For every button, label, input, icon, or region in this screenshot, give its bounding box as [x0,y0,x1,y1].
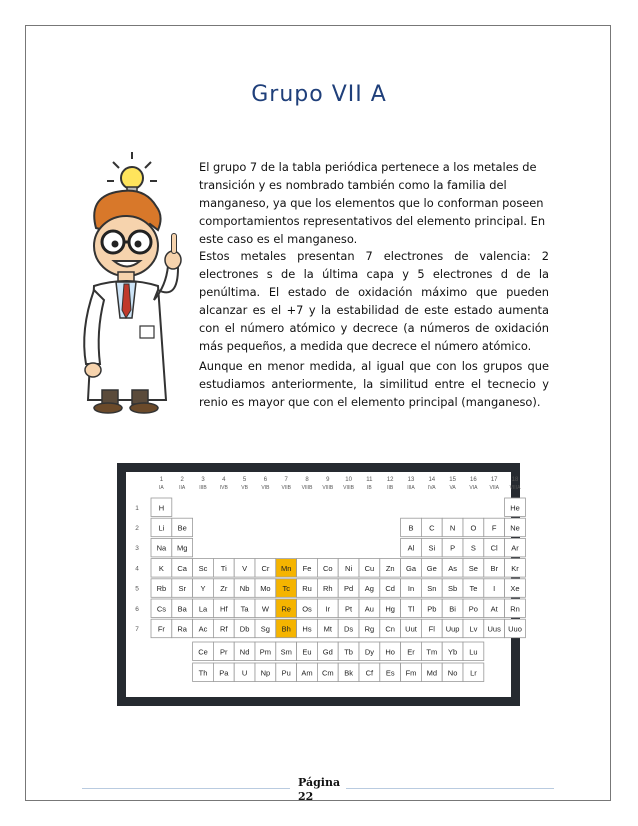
group-number: 7 [284,477,288,483]
element-symbol: He [510,503,520,513]
group-number: 8 [305,477,309,483]
footer-rule-left [82,788,290,789]
group-label: VB [241,485,248,491]
element-symbol: Co [323,563,333,573]
group-label: IVB [219,485,228,491]
group-number: 5 [242,477,247,483]
element-symbol: Np [260,668,271,678]
group-number: 1 [159,477,164,483]
element-symbol: Ce [198,647,208,657]
element-symbol: Ca [177,563,187,573]
element-symbol: Bi [449,604,456,614]
element-symbol: Tl [407,604,415,614]
element-symbol: Nb [239,584,250,594]
element-symbol: Fe [302,563,312,573]
element-symbol: Gd [322,647,333,657]
element-symbol: Bh [281,624,291,634]
group-number: 9 [326,477,330,483]
element-symbol: H [158,503,165,513]
element-symbol: N [449,523,456,533]
group-label: VIIB [281,485,291,491]
element-symbol: Ba [177,604,187,614]
element-symbol: Tm [426,647,438,657]
element-symbol: I [493,584,496,594]
element-symbol: Am [301,668,313,678]
element-symbol: Pb [427,604,437,614]
element-symbol: Pu [281,668,291,678]
element-symbol: Th [198,668,208,678]
element-symbol: C [429,523,435,533]
element-symbol: Uup [445,624,460,634]
element-symbol: Ho [385,647,395,657]
group-label: IA [159,485,164,491]
element-symbol: Uuo [508,624,522,634]
element-symbol: Fm [405,668,417,678]
element-symbol: Rf [220,624,228,634]
element-symbol: Ag [364,584,374,594]
element-symbol: Be [177,523,187,533]
page-number [298,776,340,804]
element-symbol: Sb [448,584,458,594]
element-symbol: Re [281,604,291,614]
element-symbol: Lu [469,647,478,657]
element-symbol: Mt [323,624,332,634]
element-symbol: O [470,523,477,533]
element-symbol: B [408,523,414,533]
element-symbol: Tc [282,584,290,594]
element-symbol: P [450,543,456,553]
element-symbol: Ru [302,584,312,594]
element-symbol: Kr [511,563,519,573]
group-label: IIB [387,485,394,491]
period-number: 4 [135,565,139,573]
element-symbol: Rg [364,624,375,634]
group-number: 13 [407,477,415,483]
element-symbol: Al [407,543,415,553]
group-label: IVA [427,485,436,491]
element-symbol: Md [426,668,438,678]
element-symbol: Li [158,523,165,533]
element-symbol: Pr [220,647,228,657]
group-label: VIB [261,485,270,491]
element-symbol: Cl [490,543,498,553]
element-symbol: Hg [385,604,395,614]
period-number: 3 [135,545,139,553]
group-number: 18 [511,477,519,483]
element-symbol: Ac [198,624,208,634]
group-number: 14 [428,477,436,483]
paragraph-similarity: Aunque en menor medida, al igual que con los grupos que estudiamos anteriormente, la similitud entre el tecnecio y renio es mayor que con el elemento principal (manganeso). [199,359,549,409]
element-symbol: Ge [426,563,437,573]
group-number: 4 [222,477,226,483]
element-symbol: Mg [176,543,188,553]
paragraph-electrons: Estos metales presentan 7 electrones de valencia: 2 electrones s de la última capa y 5 electrones d de la penúltima. El estado de oxidación máximo que pueden alcanzar es el +7 y la estabilidad de este estado aumenta con el número atómico y decrece (a números de oxidación más pequeños, a medida que decrece el número atómico. [199,249,549,353]
element-symbol: Ni [345,563,353,573]
element-symbol: Ti [220,563,227,573]
element-symbol: Cs [156,604,166,614]
element-symbol: V [242,563,248,573]
periodic-table-grid [126,472,522,697]
element-symbol: F [491,523,497,533]
group-number: 17 [490,477,498,483]
element-symbol: Cd [385,584,395,594]
group-number: 3 [201,477,205,483]
element-symbol: Pa [219,668,229,678]
element-symbol: Mo [260,584,271,594]
element-symbol: Zn [385,563,395,573]
element-symbol: K [158,563,164,573]
period-number: 5 [135,585,139,593]
group-number: 6 [263,477,268,483]
element-symbol: Ds [344,624,354,634]
group-label: VIA [469,485,478,491]
footer-rule-right [346,788,554,789]
element-symbol: Eu [302,647,312,657]
group-label: VIIIB [322,485,334,491]
group-number: 2 [180,477,184,483]
element-symbol: La [198,604,208,614]
element-symbol: Zr [220,584,228,594]
element-symbol: Sc [198,563,208,573]
group-label: VIIA [489,485,499,491]
group-number: 10 [345,477,352,483]
periodic-table [117,463,520,706]
group-number: 16 [470,477,477,483]
group-label: VIIIB [301,485,313,491]
period-number: 7 [135,625,139,633]
element-symbol: Fl [428,624,435,634]
element-symbol: Tb [344,647,353,657]
element-symbol: Es [385,668,395,678]
element-symbol: Xe [510,584,520,594]
element-symbol: Mn [280,563,292,573]
element-symbol: Ra [177,624,187,634]
element-symbol: Pd [344,584,354,594]
group-label: IIA [179,485,186,491]
group-label: VIIIA [509,485,521,491]
element-symbol: Sm [280,647,292,657]
element-symbol: Rn [510,604,520,614]
element-symbol: Y [200,584,206,594]
element-symbol: Ta [240,604,249,614]
element-symbol: Lr [470,668,477,678]
element-symbol: Se [468,563,478,573]
element-symbol: Db [239,624,250,634]
group-label: IIIB [199,485,207,491]
scientist-illustration [74,150,209,415]
group-label: IB [367,485,372,491]
page-number-value: 22 [298,790,314,803]
group-label: VIIIB [343,485,355,491]
element-symbol: Sg [260,624,270,634]
element-symbol: Cn [385,624,395,634]
element-symbol: Yb [448,647,458,657]
element-symbol: Os [302,604,312,614]
period-number: 1 [135,504,139,512]
element-symbol: At [490,604,498,614]
element-symbol: Rb [156,584,167,594]
page-label: Página [298,776,341,789]
element-symbol: Te [469,584,478,594]
element-symbol: Er [407,647,415,657]
paragraph-intro: El grupo 7 de la tabla periódica pertenece a los metales de transición y es nombrado también como la familia del manganeso, ya que los elementos que lo conforman poseen comportamientos representativos del elemento principal. En este caso es el manganeso. [199,160,546,246]
element-symbol: Sn [427,584,437,594]
element-symbol: Lv [469,624,478,634]
element-symbol: U [241,668,248,678]
group-number: 15 [449,477,456,483]
element-symbol: Cr [261,563,270,573]
element-symbol: No [447,668,458,678]
element-symbol: Ar [511,543,519,553]
element-symbol: W [261,604,269,614]
element-symbol: Sr [178,584,186,594]
period-number: 2 [135,524,139,532]
element-symbol: Po [468,604,478,614]
element-symbol: Rh [323,584,333,594]
element-symbol: Na [156,543,167,553]
element-symbol: Ga [405,563,417,573]
element-symbol: Nd [239,647,250,657]
element-symbol: Pt [345,604,353,614]
element-symbol: Hs [302,624,312,634]
element-symbol: S [470,543,476,553]
element-symbol: Cu [364,563,375,573]
element-symbol: Ne [510,523,520,533]
element-symbol: Au [364,604,374,614]
period-number: 6 [135,605,139,613]
element-symbol: Br [490,563,498,573]
element-symbol: Hf [220,604,228,614]
group-number: 11 [366,477,373,483]
element-symbol: In [407,584,415,594]
page-title: Grupo VII A [251,82,387,107]
element-symbol: Pm [259,647,272,657]
element-symbol: Uus [487,624,501,634]
element-symbol: Cm [321,668,334,678]
element-symbol: Ir [325,604,331,614]
group-number: 12 [386,477,394,483]
element-symbol: Bk [344,668,353,678]
light-bulb-icon [107,152,157,194]
group-label: VA [449,485,456,491]
element-symbol: Cf [365,668,374,678]
element-symbol: As [448,563,457,573]
element-symbol: Uut [405,624,417,634]
element-symbol: Dy [364,647,374,657]
element-symbol: Fr [157,624,165,634]
group-label: IIIA [407,485,415,491]
element-symbol: Si [428,543,436,553]
